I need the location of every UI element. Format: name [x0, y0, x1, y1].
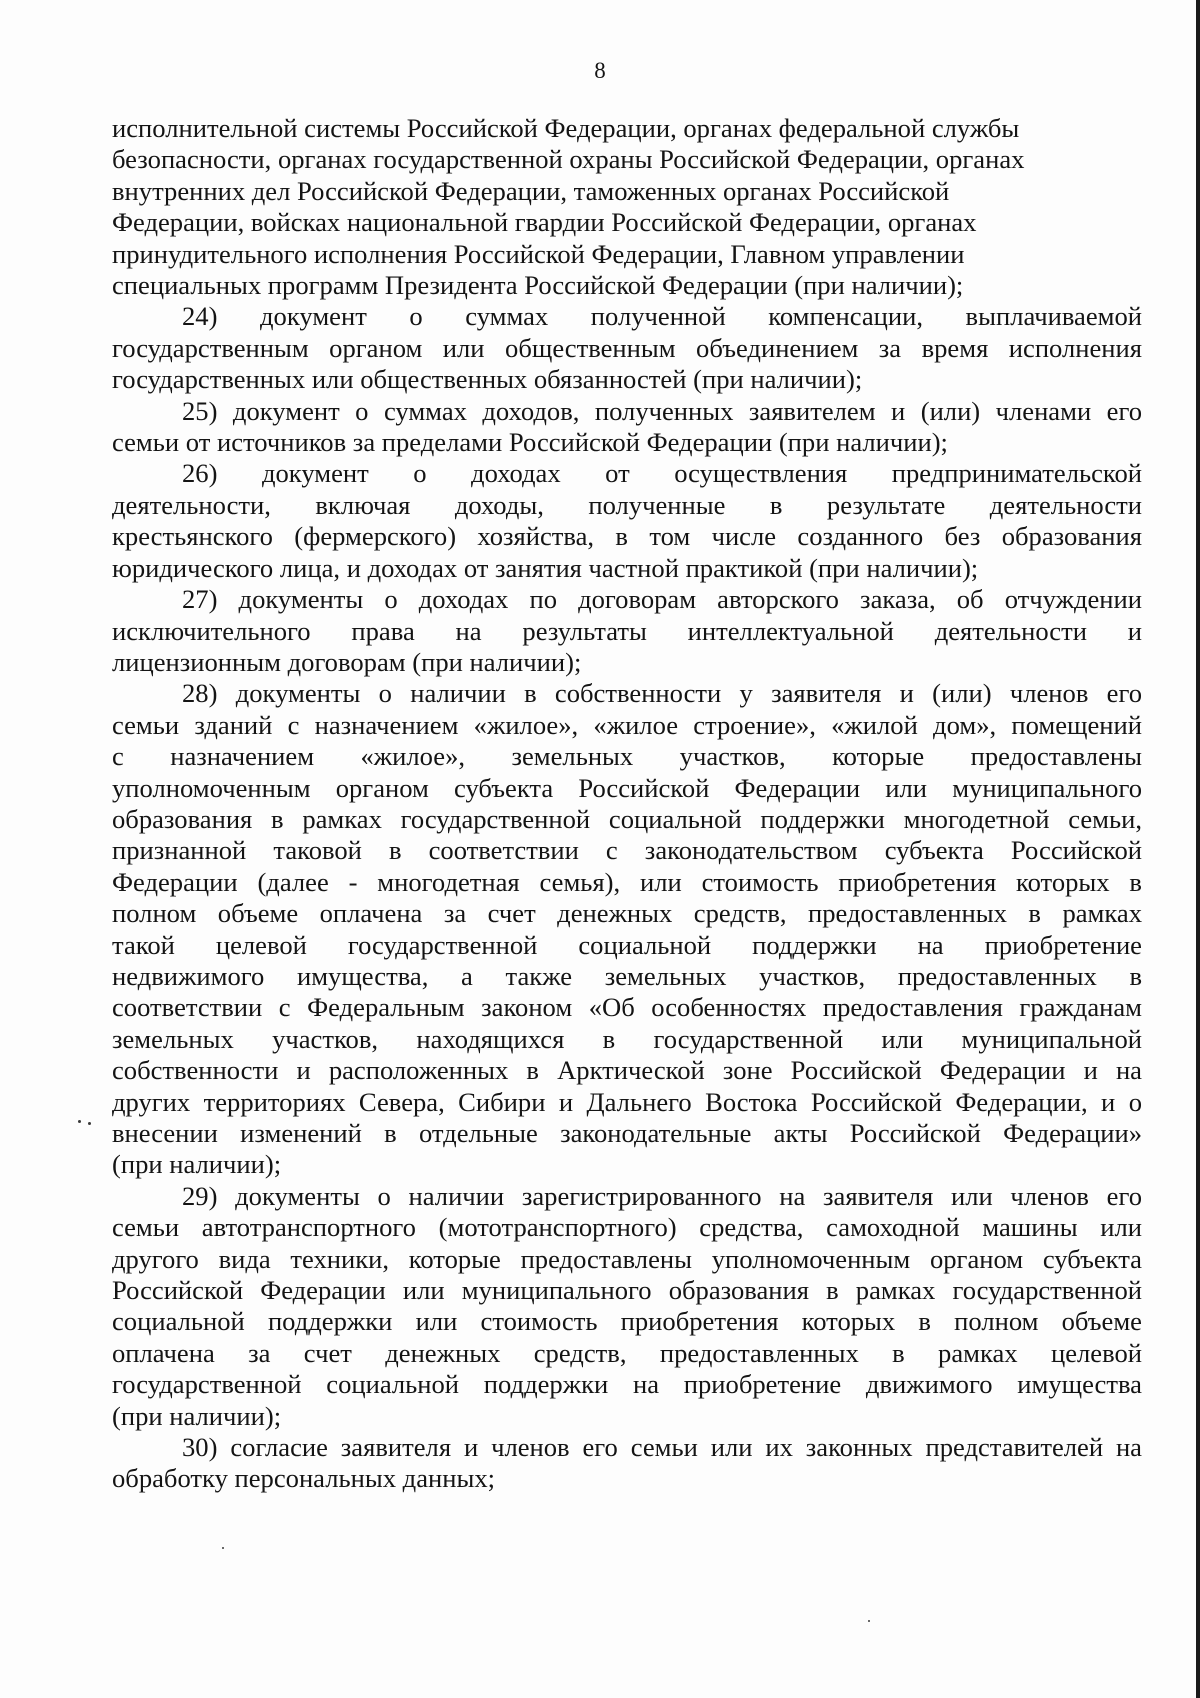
text-line: 24) документ о суммах полученной компенсации, выплачиваемой	[182, 301, 1142, 332]
text-line: 26) документ о доходах от осуществления предпринимательской	[182, 458, 1142, 489]
document-text	[112, 113, 1142, 1495]
scan-edge	[1196, 0, 1200, 1698]
text-line: 29) документы о наличии зарегистрированного на заявителя или членов его	[182, 1180, 1142, 1211]
text-line: такой целевой государственной социальной поддержки на приобретение	[112, 929, 1142, 960]
paragraph-24	[112, 301, 1142, 395]
text-line: 27) документы о доходах по договорам авторского заказа, об отчуждении	[182, 584, 1142, 615]
text-line: специальных программ Президента Российской Федерации (при наличии);	[112, 270, 964, 301]
text-line: уполномоченным органом субъекта Российской Федерации или муниципального	[112, 772, 1142, 803]
text-line: признанной таковой в соответствии с законодательством субъекта Российской	[112, 835, 1142, 866]
text-line: деятельности, включая доходы, полученные в результате деятельности	[112, 489, 1142, 520]
text-line: исключительного права на результаты интеллектуальной деятельности и	[112, 615, 1142, 646]
text-line: земельных участков, находящихся в государственной или муниципальной	[112, 1023, 1142, 1054]
scan-speck	[222, 1547, 224, 1549]
text-line: обработку персональных данных;	[112, 1463, 496, 1494]
text-line: других территориях Севера, Сибири и Дальнего Востока Российской Федерации, и о	[112, 1086, 1142, 1117]
paragraph-23-continued	[112, 113, 1142, 301]
scan-speck	[868, 1620, 870, 1622]
text-line: собственности и расположенных в Арктической зоне Российской Федерации и на	[112, 1055, 1142, 1086]
text-line: другого вида техники, которые предоставлены уполномоченным органом субъекта	[112, 1243, 1142, 1274]
text-line: семьи автотранспортного (мототранспортного) средства, самоходной машины или	[112, 1212, 1142, 1243]
paragraph-27	[112, 584, 1142, 678]
text-line: Федерации, войсках национальной гвардии Российской Федерации, органах	[112, 207, 977, 238]
text-line: внесении изменений в отдельные законодательные акты Российской Федерации»	[112, 1118, 1142, 1148]
text-line: исполнительной системы Российской Федерации, органах федеральной службы	[112, 113, 1020, 143]
scan-speck	[78, 1120, 81, 1123]
text-line: принудительного исполнения Российской Федерации, Главном управлении	[112, 238, 965, 269]
text-line: лицензионным договорам (при наличии);	[112, 646, 582, 677]
text-line: Российской Федерации или муниципального образования в рамках государственной	[112, 1275, 1142, 1306]
text-line: крестьянского (фермерского) хозяйства, в том числе созданного без образования	[112, 521, 1142, 552]
paragraph-29	[112, 1181, 1142, 1432]
text-line: полном объеме оплачена за счет денежных средств, предоставленных в рамках	[112, 898, 1142, 929]
text-line: 28) документы о наличии в собственности у заявителя и (или) членов его	[182, 678, 1142, 709]
text-line: (при наличии);	[112, 1400, 282, 1431]
text-line: с назначением «жилое», земельных участков, которые предоставлены	[112, 741, 1142, 772]
text-line: юридического лица, и доходах от занятия частной практикой (при наличии);	[112, 552, 979, 583]
text-line: государственным органом или общественным объединением за время исполнения	[112, 332, 1142, 363]
text-line: 25) документ о суммах доходов, полученных заявителем и (или) членами его	[182, 395, 1142, 426]
paragraph-25	[112, 396, 1142, 459]
page-number: 8	[594, 58, 606, 83]
text-line: государственной социальной поддержки на приобретение движимого имущества	[112, 1369, 1142, 1400]
text-line: безопасности, органах государственной охраны Российской Федерации, органах	[112, 144, 1025, 175]
text-line: семьи от источников за пределами Российской Федерации (при наличии);	[112, 427, 948, 458]
text-line: 30) согласие заявителя и членов его семьи или их законных представителей на	[182, 1432, 1142, 1463]
paragraph-28	[112, 678, 1142, 1181]
text-line: социальной поддержки или стоимость приобретения которых в полном объеме	[112, 1306, 1142, 1337]
paragraph-26	[112, 458, 1142, 584]
text-line: недвижимого имущества, а также земельных участков, предоставленных в	[112, 960, 1142, 991]
text-line: (при наличии);	[112, 1149, 282, 1180]
text-line: государственных или общественных обязанностей (при наличии);	[112, 364, 863, 395]
text-line: образования в рамках государственной социальной поддержки многодетной семьи,	[112, 803, 1142, 834]
text-line: оплачена за счет денежных средств, предоставленных в рамках целевой	[112, 1337, 1142, 1368]
text-line: соответствии с Федеральным законом «Об особенностях предоставления гражданам	[112, 992, 1142, 1023]
text-line: Федерации (далее - многодетная семья), или стоимость приобретения которых в	[112, 866, 1142, 897]
scan-speck	[88, 1122, 91, 1125]
text-line: внутренних дел Российской Федерации, таможенных органах Российской	[112, 175, 950, 206]
paragraph-30	[112, 1432, 1142, 1495]
text-line: семьи зданий с назначением «жилое», «жилое строение», «жилой дом», помещений	[112, 709, 1142, 740]
